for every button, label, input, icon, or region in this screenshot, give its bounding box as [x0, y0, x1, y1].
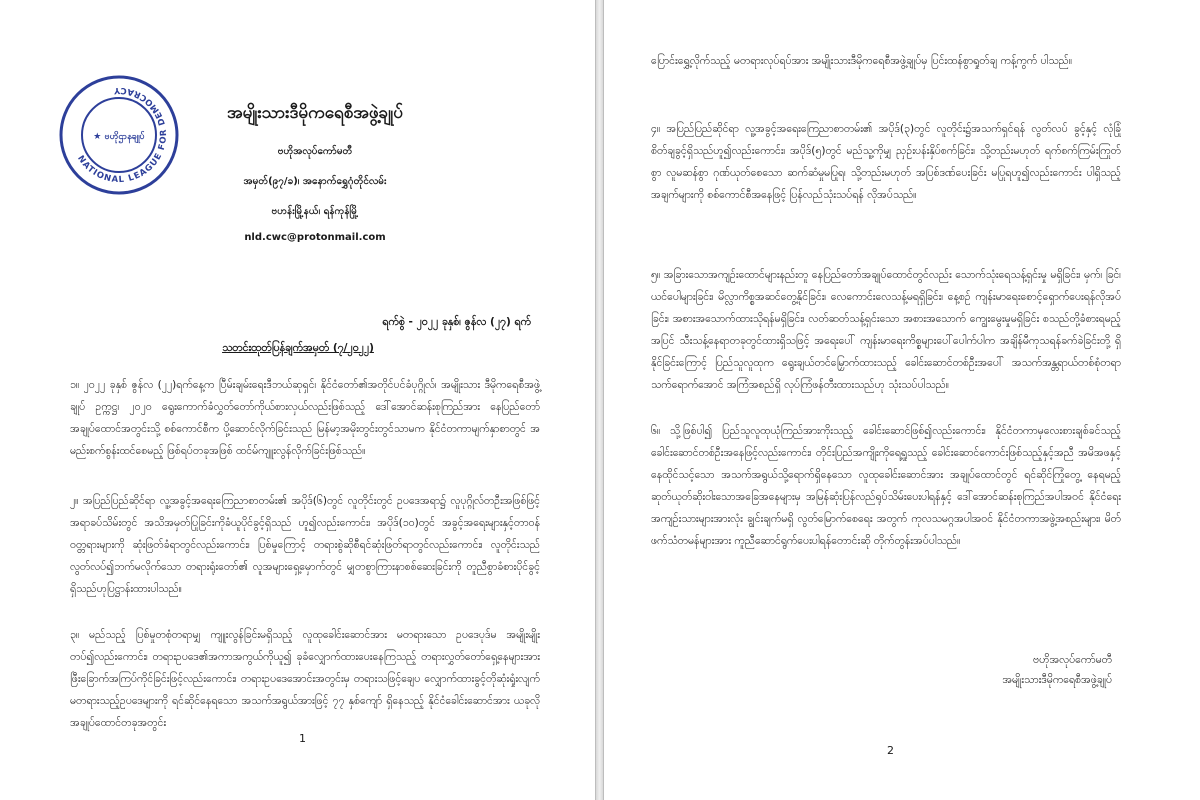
- paragraph-3: ၃။ မည်သည့် ပြစ်မှုတစုံတရာမျှ ကျူးလွန်ခြင်းမရှိသည့် လူထုခေါင်းဆောင်အား မတရားသော ဥပဒေပုဒ်မ အမျိုးမျိုးတပ်၍လည်းကောင်း၊ တရားဥပဒေ၏အကာအကွယ်ကိုယူ၍ ခုခံလျှောက်ထားပေးနေကြသည့် တရားလွှတ်တော်ရှေ့နေများအား ဖြီးခြောက်အကြပ်ကိုင်ခြင်းဖြင့်လည်းကောင်း၊ တရားဥပဒေအောင်းအတွင်းမှ တရားသဖြင့်ချေပ လျှောက်ထားခွင့်တိုဆုံးရှုံးလျက် မတရားသည့်ဥပဒေများကို ရင်ဆိုင်နေရသော အသက်အရွယ်အားဖြင့် ၇၇ နှစ်ကျော် ရှိနေသည့် နိုင်ငံခေါင်းဆောင်အား ယခုလို အချုပ်ထောင်တခုအတွင်း: [70, 629, 540, 729]
- signature-organization: အမျိုးသားဒီမိုကရေစီအဖွဲ့ချုပ်: [1002, 674, 1112, 686]
- signature-committee: ဗဟိုအလုပ်ကော်မတီ: [1033, 654, 1112, 666]
- organization-title: အမျိုးသားဒီမိုကရေစီအဖွဲ့ချုပ်: [227, 103, 403, 123]
- page-gutter: [596, 0, 603, 800]
- document-date: ရက်စွဲ - ၂၀၂၂ ခုနှစ်၊ ဇွန်လ (၂၇) ရက်: [382, 316, 531, 328]
- paragraph-4: ၄။ အပြည်ပြည်ဆိုင်ရာ လူ့အခွင့်အရေးကြေညာစာတမ်း၏ အပိုဒ်(၃)တွင် လူတိုင်း၌အသက်ရှင်ရန် လွတ်လပ် ခွင့်နှင့် လုံခြုံစိတ်ချခွင့်ရှိသည်ဟူ၍လည်းကောင်း၊ အပိုဒ်(၅)တွင် မည်သူ့ကိုမျှ ညှဉ်းပန်းနှိပ်စက်ခြင်း၊ သို့တည်းမဟုတ် ရက်စက်ကြမ်းကြုတ်စွာ လူမဆန်စွာ ဂုဏ်ယုတ်စေသော ဆက်ဆံမှုမပြုရ၊ သို့တည်းမဟုတ် အပြစ်ဒဏ်ပေးခြင်း မပြုရဟူ၍လည်းကောင်း ပါရှိသည့်အချက်များကို စစ်ကောင်စီအနေဖြင့် ပြန်လည်သုံးသပ်ရန် လိုအပ်သည်။: [651, 123, 1121, 201]
- svg-text:★ ဗဟိုဌာနချုပ်: ★ ဗဟိုဌာနချုပ်: [93, 132, 145, 142]
- release-title: သတင်းထုတ်ပြန်ချက်အမှတ် (၇/၂၀၂၂): [222, 342, 374, 354]
- committee-name: ဗဟိုအလုပ်ကော်မတီ: [277, 146, 353, 157]
- contact-email: nld.cwc@protonmail.com: [244, 232, 386, 243]
- page-number: 2: [887, 744, 894, 757]
- paragraph-continued: ပြောင်းရွှေ့လိုက်သည့် မတရားလုပ်ရပ်အား အမျိုးသားဒီမိုကရေစီအဖွဲ့ချုပ်မှ ပြင်းထန်စွာရှုတ်ချ ကန့်ကွက် ပါသည်။: [651, 55, 1073, 67]
- paragraph-5: ၅။ အခြားသောအကျဉ်းထောင်များနည်းတူ နေပြည်တော်အချုပ်ထောင်တွင်လည်း သောက်သုံးရေသန့်ရှင်းမှု မရှိခြင်း၊ မှက်၊ ခြင်၊ ယင်ပေါများခြင်း၊ မိလ္လာကိစ္စအဆင်တွေ့နိုင်ခြင်း၊ လေကောင်းလေသန့်မရရှိခြင်း၊ နေ့စဉ် ကျန်းမာရေးစောင့်ရှောက်ပေးရန်လိုအပ်ခြင်း၊ အစားအသောက်ထားသိုရန်မရှိခြင်း၊ လတ်ဆတ်သန့်ရှင်းသော အစားအသောက် ကျွေးမွေးမှုမရှိခြင်း စသည်တို့ခံစားရမည့်အပြင် သီးသန့်နေရာတခုတွင်ထားရှိသဖြင့် အရေးပေါ် ကျန်းမာရေးကိစ္စများပေါ်ပေါက်ပါက အချိန်မီကုသရန်ခက်ခဲခြင်းတို့ ရှိနိုင်ခြင်းကြောင့် ပြည်သူလူထုက ရွေးချယ်တင်မြှောက်ထားသည့် ခေါင်းဆောင်တစ်ဦးအပေါ် အသက်အန္တရာယ်တစ်စုံတရာ သက်ရောက်အောင် အကြံအစည်ရှိ လုပ်ကြံဖန်တီးထားသည်ဟု သုံးသပ်ပါသည်။: [651, 269, 1121, 391]
- page-2: [603, 0, 1200, 800]
- page-1: [0, 0, 596, 800]
- address-line-2: ဗဟန်းမြို့နယ်၊ ရန်ကုန်မြို့: [271, 206, 359, 217]
- address-line-1: အမှတ်(၉၇/ခ)၊ အနောက်ရွှေဂုံတိုင်လမ်း: [243, 176, 387, 187]
- svg-text:NATIONAL LEAGUE FOR DEMOCRACY: NATIONAL LEAGUE FOR DEMOCRACY: [75, 84, 170, 186]
- nld-seal-logo: [58, 74, 180, 196]
- paragraph-6: ၆။ သို့ဖြစ်ပါ၍ ပြည်သူလူထုယုံကြည်အားကိုးသည့် ခေါင်းဆောင်ဖြစ်၍လည်းကောင်း၊ နိုင်ငံတကာမှလေးစားချစ်ခင်သည့် ခေါင်းဆောင်တစ်ဦးအနေဖြင့်လည်းကောင်း၊ တိုင်းပြည်အကျိုးကိုရေ့ရှုသည့် ခေါင်းဆောင်ကောင်းဖြစ်သည့်နှင့်အညီ အမိအဖနှင့် နေထိုင်သင့်သော အသက်အရွယ်သို့ရောက်ရှိနေသော လူထုခေါင်းဆောင်အား အချုပ်ထောင်တွင် ရင်ဆိုင်ကြုံတွေ့ နေရမည့် ဆုတ်ယုတ်ဆိုးဝါးသောအခြေအနေများမှ အမြန်ဆုံးပြန်လည်ရုပ်သိမ်းပေးပါရန်နှင့် ဒေါ်အောင်ဆန်းစုကြည်အပါအဝင် နိုင်ငံရေးအကျဉ်းသားများအားလုံး ချွင်းချက်မရှိ လွတ်မြောက်စေရေး အတွက် ကုလသမဂ္ဂအပါအဝင် နိုင်ငံတကာအဖွဲ့အစည်းများ၊ မိတ်ဖက်သံတမန်များအား ကူညီဆောင်ရွက်ပေးပါရန်တောင်းဆို တိုက်တွန်းအပ်ပါသည်။: [651, 425, 1121, 547]
- paragraph-1: ၁။ ၂၀၂၂ ခုနှစ် ဇွန်လ (၂၂)ရက်နေ့က ပြီမ်းချမ်းရေးဒီဘယ်ဆုရှင်၊ နိုင်ငံတော်၏အတိုင်ပင်ခံပုဂ္ဂိုလ်၊ အမျိုးသား ဒီမိုကရေစီအဖွဲ့ချုပ် ဥက္ကဋ္ဌ၊ ၂၀၂၀ ရွေးကောက်ခံလွှတ်တော်ကိုယ်စားလှယ်လည်းဖြစ်သည့် ဒေါ်အောင်ဆန်းစုကြည်အား နေပြည်တော်အချုပ်ထောင်အတွင်းသို့ စစ်ကောင်စီက ပို့ဆောင်လိုက်ခြင်းသည် မြန်မာ့အမိုးတွင်းတွင်သာမက နိုင်ငံတကာမျက်နှာစာတွင် အမည်းစက်စွန်းထင်စေမည့် ဖြစ်ရပ်တခုအဖြစ် ထင်မ်ကျူးလွန်လိုက်ခြင်းဖြစ်သည်။: [70, 379, 540, 457]
- paragraph-2: ၂။ အပြည်ပြည်ဆိုင်ရာ လူ့အခွင့်အရေးကြေညာစာတမ်း၏ အပိုဒ်(၆)တွင် လူတိုင်းတွင် ဥပဒေအရာ၌ လူပုဂ္ဂိုလ်တဦးအဖြစ်ဖြင့် အရာခပ်သိမ်းတွင် အသိအမှတ်ပြုခြင်းကိုခံယူပိုင်ခွင့်ရှိသည် ဟူ၍လည်းကောင်း၊ အပိုဒ်(၁၀)တွင် အခွင့်အရေးများနှင့်တာဝန်ဝတ္တရားများကို ဆုံးဖြတ်ခံရာတွင်လည်းကောင်း၊ ပြစ်မှုကြောင့် တရားစွဲဆိုစီရင်ဆုံးဖြတ်ရာတွင်လည်းကောင်း၊ လူတိုင်းသည် လွတ်လပ်၍ဘက်မလိုက်သော တရားရုံးတော်၏ လူအများရှေ့မှောက်တွင် မျှတစွာကြားနာစစ်ဆေးခြင်းကို တူညီစွာခံစားပိုင်ခွင့်ရှိသည်ဟုပြဋ္ဌာန်းထားပါသည်။: [70, 495, 540, 595]
- page-number: 1: [299, 732, 306, 745]
